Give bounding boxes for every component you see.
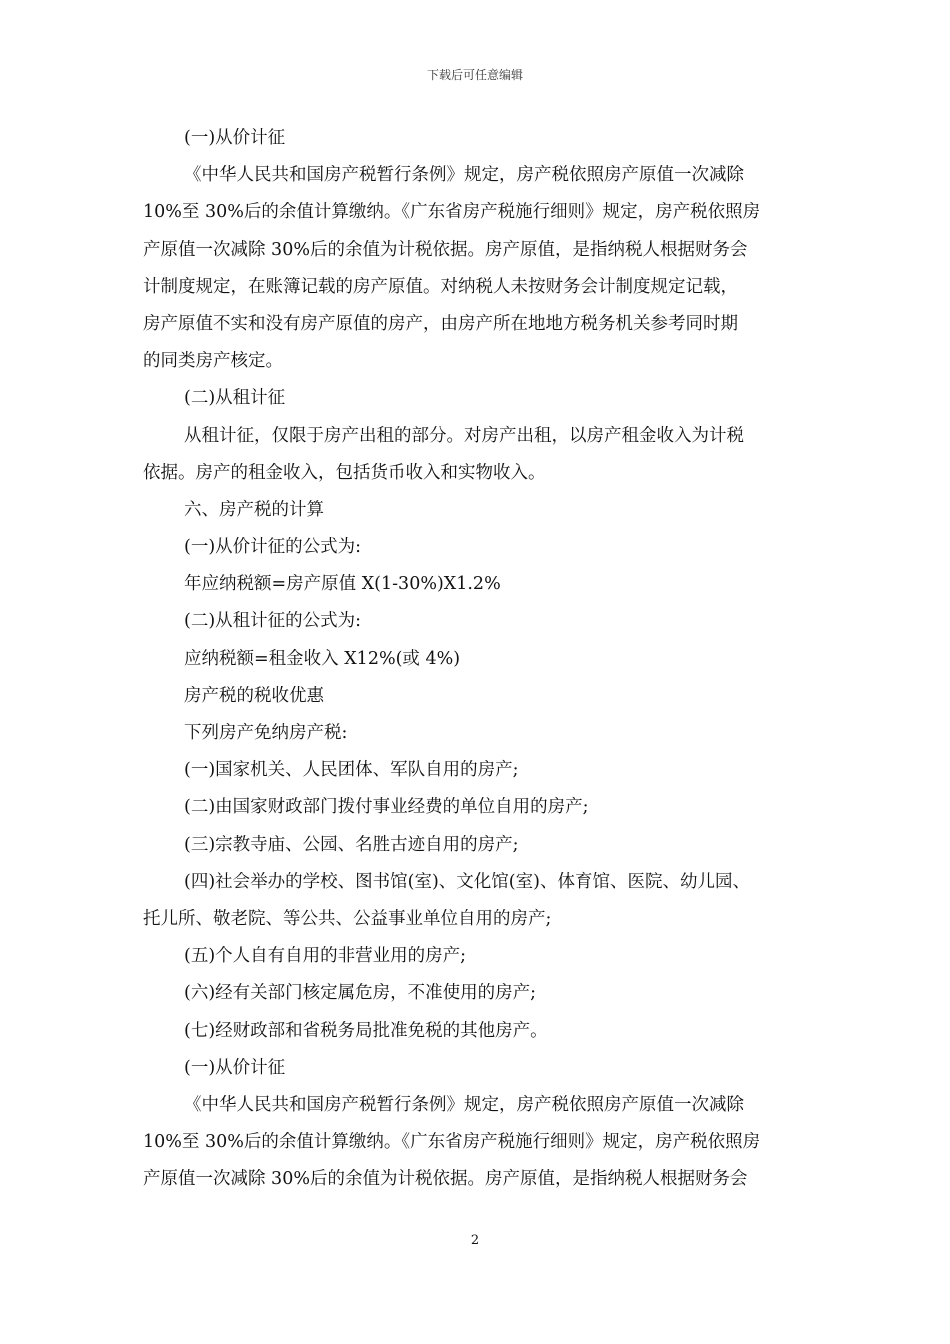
text-line: 产原值一次减除 30%后的余值为计税依据。房产原值，是指纳税人根据财务会 [143, 1169, 748, 1190]
document-body [143, 120, 823, 1198]
text-line: (七)经财政部和省税务局批准免税的其他房产。 [184, 1020, 548, 1041]
page-header: 下载后可任意编辑 [426, 68, 523, 82]
text-line: 年应纳税额=房产原值 X(1-30%)X1.2% [184, 574, 501, 595]
text-line: 《中华人民共和国房产税暂行条例》规定，房产税依照房产原值一次减除 [184, 165, 744, 186]
text-line: (三)宗教寺庙、公园、名胜古迹自用的房产; [184, 834, 519, 855]
text-line: 10%至 30%后的余值计算缴纳。《广东省房产税施行细则》规定，房产税依照房 [143, 202, 761, 223]
text-line: (一)从价计征 [184, 128, 286, 148]
text-line: 下列房产免纳房产税: [184, 723, 348, 743]
text-line: (二)从租计征 [184, 388, 286, 409]
text-line: (一)从价计征 [184, 1057, 286, 1078]
text-line: 依据。房产的租金收入，包括货币收入和实物收入。 [143, 462, 546, 483]
text-line: 10%至 30%后的余值计算缴纳。《广东省房产税施行细则》规定，房产税依照房 [143, 1132, 761, 1153]
text-line: 的同类房产核定。 [143, 351, 283, 372]
page-number: 2 [470, 1233, 480, 1248]
text-line: (一)国家机关、人民团体、军队自用的房产; [184, 760, 519, 781]
text-line: (二)由国家财政部门拨付事业经费的单位自用的房产; [184, 797, 589, 818]
text-line: (四)社会举办的学校、图书馆(室)、文化馆(室)、体育馆、医院、幼儿园、 [184, 871, 750, 892]
text-line: 计制度规定，在账簿记载的房产原值。对纳税人未按财务会计制度规定记载， [143, 276, 738, 297]
text-line: 托儿所、敬老院、等公共、公益事业单位自用的房产; [143, 908, 552, 929]
text-line: 从租计征，仅限于房产出租的部分。对房产出租，以房产租金收入为计税 [184, 425, 744, 446]
text-line: (二)从租计征的公式为: [184, 611, 362, 632]
text-line: (五)个人自有自用的非营业用的房产; [184, 946, 467, 967]
text-line: 应纳税额=租金收入 X12%(或 4%) [184, 648, 461, 669]
text-line: (六)经有关部门核定属危房，不准使用的房产; [184, 983, 537, 1004]
text-line: 房产税的税收优惠 [184, 685, 324, 706]
text-line: 《中华人民共和国房产税暂行条例》规定，房产税依照房产原值一次减除 [184, 1094, 744, 1115]
text-line: 产原值一次减除 30%后的余值为计税依据。房产原值，是指纳税人根据财务会 [143, 239, 748, 260]
text-line: 房产原值不实和没有房产原值的房产，由房产所在地地方税务机关参考同时期 [143, 313, 738, 334]
text-line: 六、房产税的计算 [184, 499, 324, 520]
text-line: (一)从价计征的公式为: [184, 537, 362, 558]
